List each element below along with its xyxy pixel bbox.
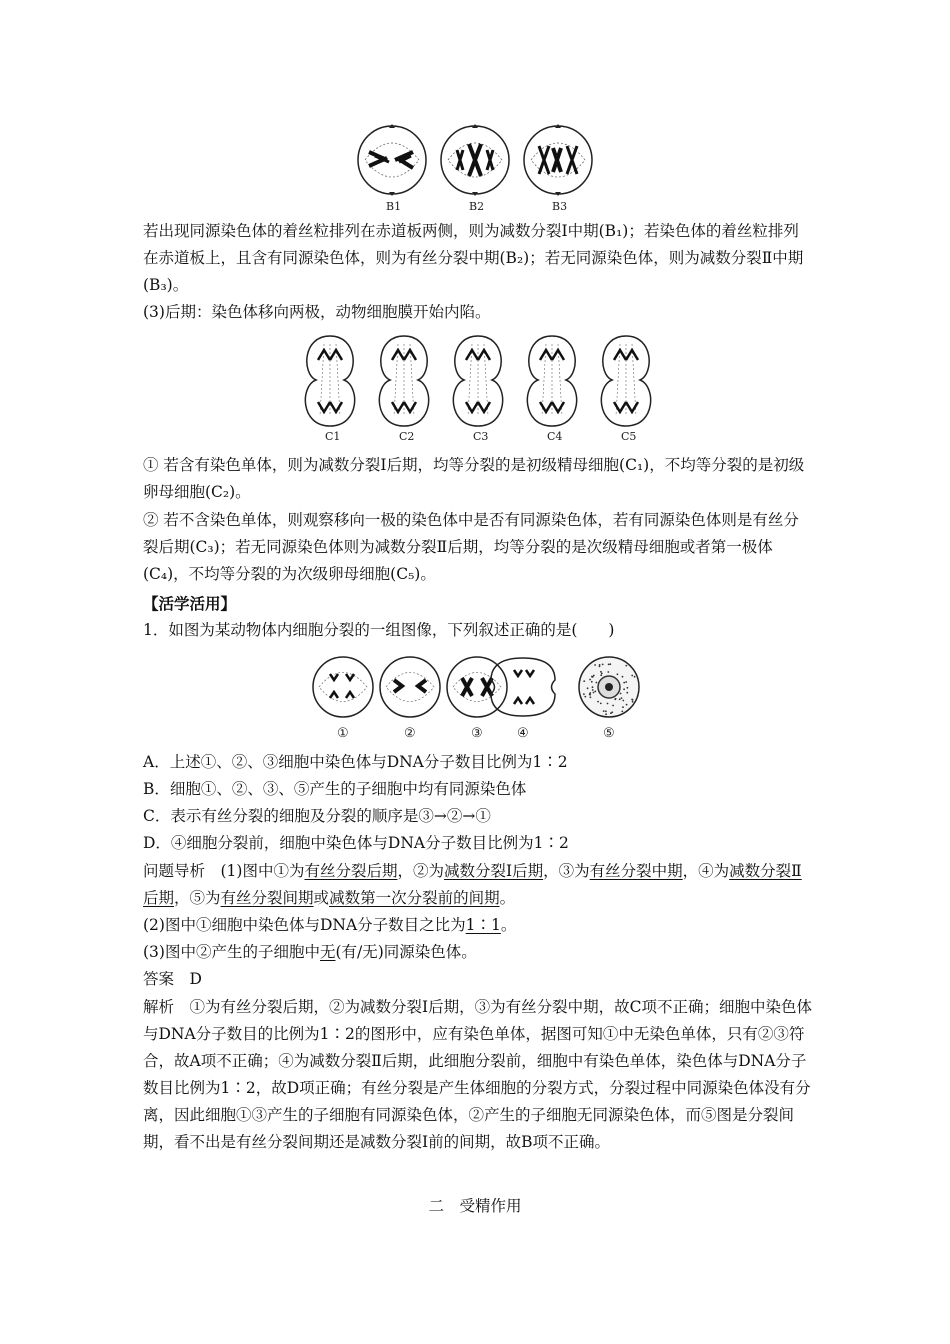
cytoplasm-speck <box>622 700 624 702</box>
cytoplasm-speck <box>621 697 623 699</box>
cell-c2 <box>379 336 428 426</box>
caption-c3: C3 <box>473 430 489 443</box>
cell-q1 <box>313 657 373 717</box>
guide-part-1: 问题导析 (1)图中①为有丝分裂后期，②为减数分裂Ⅰ后期，③为有丝分裂中期，④为减数分裂Ⅱ后期，⑤为有丝分裂间期或减数第一次分裂前的间期。 <box>143 862 802 907</box>
cytoplasm-speck <box>592 686 594 688</box>
cytoplasm-speck <box>611 711 613 713</box>
cytoplasm-speck <box>591 681 593 683</box>
cytoplasm-speck <box>596 682 598 684</box>
cell-c1 <box>305 336 354 426</box>
section-title: 【活学活用】 <box>143 594 237 613</box>
cytoplasm-speck <box>626 692 628 694</box>
caption-q5: ⑤ <box>603 726 615 741</box>
cell-q5 <box>579 657 639 717</box>
caption-b3: B3 <box>552 200 568 213</box>
cytoplasm-speck <box>621 711 623 713</box>
cytoplasm-speck <box>612 705 614 707</box>
cytoplasm-speck <box>609 663 611 665</box>
caption-q1: ① <box>337 726 349 741</box>
cytoplasm-speck <box>625 665 627 667</box>
guide-part-3: (3)图中②产生的子细胞中无(有/无)同源染色体。 <box>143 943 477 961</box>
cytoplasm-speck <box>615 698 617 700</box>
caption-q4: ④ <box>517 726 529 741</box>
cell-b3 <box>524 124 592 196</box>
cytoplasm-speck <box>626 704 628 706</box>
cytoplasm-speck <box>622 706 624 708</box>
cytoplasm-speck <box>603 710 605 712</box>
caption-c1: C1 <box>325 430 341 443</box>
cytoplasm-speck <box>605 713 607 715</box>
cytoplasm-speck <box>608 664 610 666</box>
cytoplasm-speck <box>620 693 622 695</box>
cytoplasm-speck <box>593 675 595 677</box>
cytoplasm-speck <box>632 701 634 703</box>
caption-c4: C4 <box>547 430 563 443</box>
cytoplasm-speck <box>592 689 594 691</box>
cytoplasm-speck <box>589 692 591 694</box>
cell-c5 <box>601 336 650 426</box>
paragraph-metaphase: 若出现同源染色体的着丝粒排列在赤道板两侧，则为减数分裂Ⅰ中期(B₁)；若染色体的着丝粒排列在赤道板上，且含有同源染色体，则为有丝分裂中期(B₂)；若无同源染色体，则为减数分裂Ⅱ中期(B₃)。 <box>143 222 804 294</box>
cell-q4 <box>491 658 555 716</box>
cell-q2 <box>380 657 440 717</box>
cytoplasm-speck <box>594 691 596 693</box>
cytoplasm-speck <box>631 675 633 677</box>
option-c: C．表示有丝分裂的细胞及分裂的顺序是③→②→① <box>143 807 491 825</box>
cytoplasm-speck <box>600 671 602 673</box>
caption-c2: C2 <box>399 430 415 443</box>
cytoplasm-speck <box>623 682 625 684</box>
line-anaphase-heading: (3)后期：染色体移向两极，动物细胞膜开始内陷。 <box>143 303 491 321</box>
cell-b1 <box>358 124 426 196</box>
cytoplasm-speck <box>600 674 602 676</box>
cytoplasm-speck <box>632 699 634 701</box>
cytoplasm-speck <box>589 694 591 696</box>
cell-q3 <box>447 657 507 717</box>
cytoplasm-speck <box>600 703 602 705</box>
cytoplasm-speck <box>623 688 625 690</box>
cytoplasm-speck <box>591 676 593 678</box>
caption-b1: B1 <box>386 200 402 213</box>
cytoplasm-speck <box>619 698 621 700</box>
guide-part-2: (2)图中①细胞中染色体与DNA分子数目之比为1∶1。 <box>143 916 517 934</box>
cell-c4 <box>527 336 576 426</box>
cytoplasm-speck <box>597 701 599 703</box>
cytoplasm-speck <box>601 673 603 675</box>
option-d: D．④细胞分裂前，细胞中染色体与DNA分子数目比例为1∶2 <box>143 834 569 852</box>
figure-metaphase-cells <box>355 122 595 214</box>
cytoplasm-speck <box>587 687 589 689</box>
cytoplasm-speck <box>594 664 596 666</box>
figure-question-cells <box>310 650 645 742</box>
cytoplasm-speck <box>617 673 619 675</box>
cytoplasm-speck <box>589 679 591 681</box>
caption-q3: ③ <box>471 726 483 741</box>
option-b: B．细胞①、②、③、⑤产生的子细胞中均有同源染色体 <box>143 780 527 798</box>
figure-anaphase-cells <box>298 332 658 444</box>
cytoplasm-speck <box>583 693 585 695</box>
caption-b2: B2 <box>469 200 485 213</box>
option-a: A．上述①、②、③细胞中染色体与DNA分子数目比例为1∶2 <box>143 753 568 771</box>
cytoplasm-speck <box>625 681 627 683</box>
next-section-heading: 二 受精作用 <box>428 1197 522 1215</box>
cytoplasm-speck <box>590 696 592 698</box>
cell-c3 <box>453 336 502 426</box>
cytoplasm-speck <box>602 664 604 666</box>
paragraph-anaphase-2: ② 若不含染色单体，则观察移向一极的染色体中是否有同源染色体，若有同源染色体则是有丝分裂后期(C₃)；若无同源染色体则为减数分裂Ⅱ后期，均等分裂的是次级精母细胞或者第一极体(C₄)，不均等分裂的为次级卵母细胞(C₅)。 <box>143 511 799 583</box>
cell-b2 <box>441 124 509 196</box>
caption-q2: ② <box>404 726 416 741</box>
paragraph-anaphase-1: ① 若含有染色单体，则为减数分裂Ⅰ后期，均等分裂的是初级精母细胞(C₁)，不均等分裂的是初级卵母细胞(C₂)。 <box>143 456 805 501</box>
answer: 答案 D <box>143 970 202 988</box>
cytoplasm-speck <box>627 687 629 689</box>
question-stem: 1．如图为某动物体内细胞分裂的一组图像，下列叙述正确的是( ) <box>143 621 615 639</box>
cytoplasm-speck <box>605 710 607 712</box>
cytoplasm-speck <box>584 696 586 698</box>
cytoplasm-speck <box>622 676 624 678</box>
cytoplasm-speck <box>583 680 585 682</box>
caption-c5: C5 <box>621 430 637 443</box>
analysis: 解析 ①为有丝分裂后期，②为减数分裂Ⅰ后期，③为有丝分裂中期，故C项不正确；细胞中染色体与DNA分子数目的比例为1∶2的图形中，应有染色单体，据图可知①中无染色单体，只有②③符合，故A项不正确；④为减数分裂Ⅱ后期，此细胞分裂前，细胞中有染色单体，染色体与DNA分子数目比例为1∶2，故D项正确；有丝分裂是产生体细胞的分裂方式，分裂过程中同源染色体没有分离，因此细胞①③产生的子细胞有同源染色体，②产生的子细胞无同源染色体，而⑤图是分裂间期，看不出是有丝分裂间期还是减数分裂Ⅰ前的间期，故B项不正确。 <box>143 998 812 1151</box>
cytoplasm-speck <box>607 703 609 705</box>
cytoplasm-speck <box>593 692 595 694</box>
cytoplasm-speck <box>599 664 601 666</box>
cytoplasm-speck <box>607 671 609 673</box>
cytoplasm-speck <box>634 676 636 678</box>
